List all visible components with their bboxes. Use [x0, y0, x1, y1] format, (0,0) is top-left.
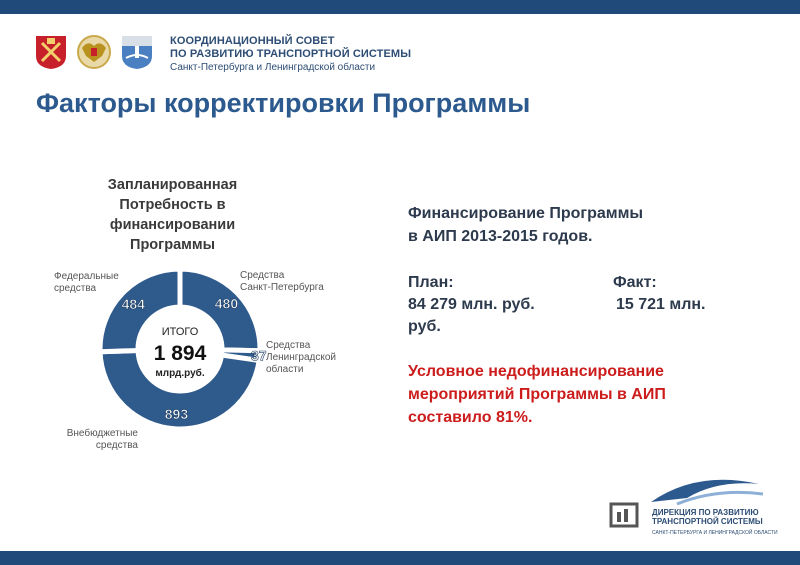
legend-line: Санкт-Петербурга [240, 282, 324, 293]
legend-federal [54, 271, 119, 295]
slice-value-label: 480 [214, 295, 239, 312]
center-unit: млрд.руб. [155, 368, 205, 379]
legend-line: области [266, 364, 304, 375]
underfunding-note-line1: Условное недофинансирование [408, 363, 664, 380]
legend-spb [240, 270, 324, 294]
slice-value-label: 484 [121, 295, 145, 312]
page-title: Факторы корректировки Программы [36, 88, 531, 118]
chart-title-line: Потребность в [119, 197, 226, 213]
plan-value: 84 279 млн. руб. [408, 296, 535, 313]
fact-label: Факт: [613, 274, 657, 291]
legend-line: Ленинградской [266, 352, 336, 363]
legend-offbudget [48, 428, 138, 452]
plan-label: План: [408, 274, 454, 291]
council-name-line1: КООРДИНАЦИОННЫЙ СОВЕТ [170, 35, 335, 47]
directorate-line2: ТРАНСПОРТНОЙ СИСТЕМЫ [652, 517, 763, 526]
legend-line: Средства [266, 340, 311, 351]
legend-line: средства [95, 440, 138, 451]
chart-title-line: Программы [130, 237, 215, 253]
underfunding-note-line3: составило 81%. [408, 409, 533, 426]
legend-lenoblast [266, 340, 336, 376]
directorate-logo [607, 474, 778, 545]
legend-line: Внебюджетные [66, 428, 138, 439]
directorate-name [652, 508, 763, 526]
directorate-line3: САНКТ-ПЕТЕРБУРГА И ЛЕНИНГРАДСКОЙ ОБЛАСТИ [652, 530, 778, 536]
slice-value-label: 893 [164, 405, 189, 422]
fact-value: 15 721 млн. [616, 296, 706, 313]
slice-value-label: 37 [250, 347, 267, 364]
fact-unit: руб. [408, 318, 441, 335]
bottom-bar [0, 551, 800, 565]
legend-line: Средства [240, 270, 285, 281]
funding-heading-line1: Финансирование Программы [408, 205, 644, 222]
legend-line: средства [54, 283, 97, 294]
funding-heading-line2: в АИП 2013-2015 годов. [408, 228, 593, 245]
council-name-line3: Санкт-Петербурга и Ленинградской области [170, 62, 376, 73]
directorate-line1: ДИРЕКЦИЯ ПО РАЗВИТИЮ [652, 508, 759, 517]
council-name-line2: ПО РАЗВИТИЮ ТРАНСПОРТНОЙ СИСТЕМЫ [170, 48, 412, 60]
chart-title-line: Запланированная [107, 177, 238, 193]
chart-title-line: финансировании [109, 217, 236, 233]
center-total-value: 1 894 [153, 342, 207, 365]
legend-line: Федеральные [54, 271, 119, 282]
underfunding-note-line2: мероприятий Программы в АИП [408, 386, 666, 403]
center-label-top: ИТОГО [161, 326, 199, 338]
